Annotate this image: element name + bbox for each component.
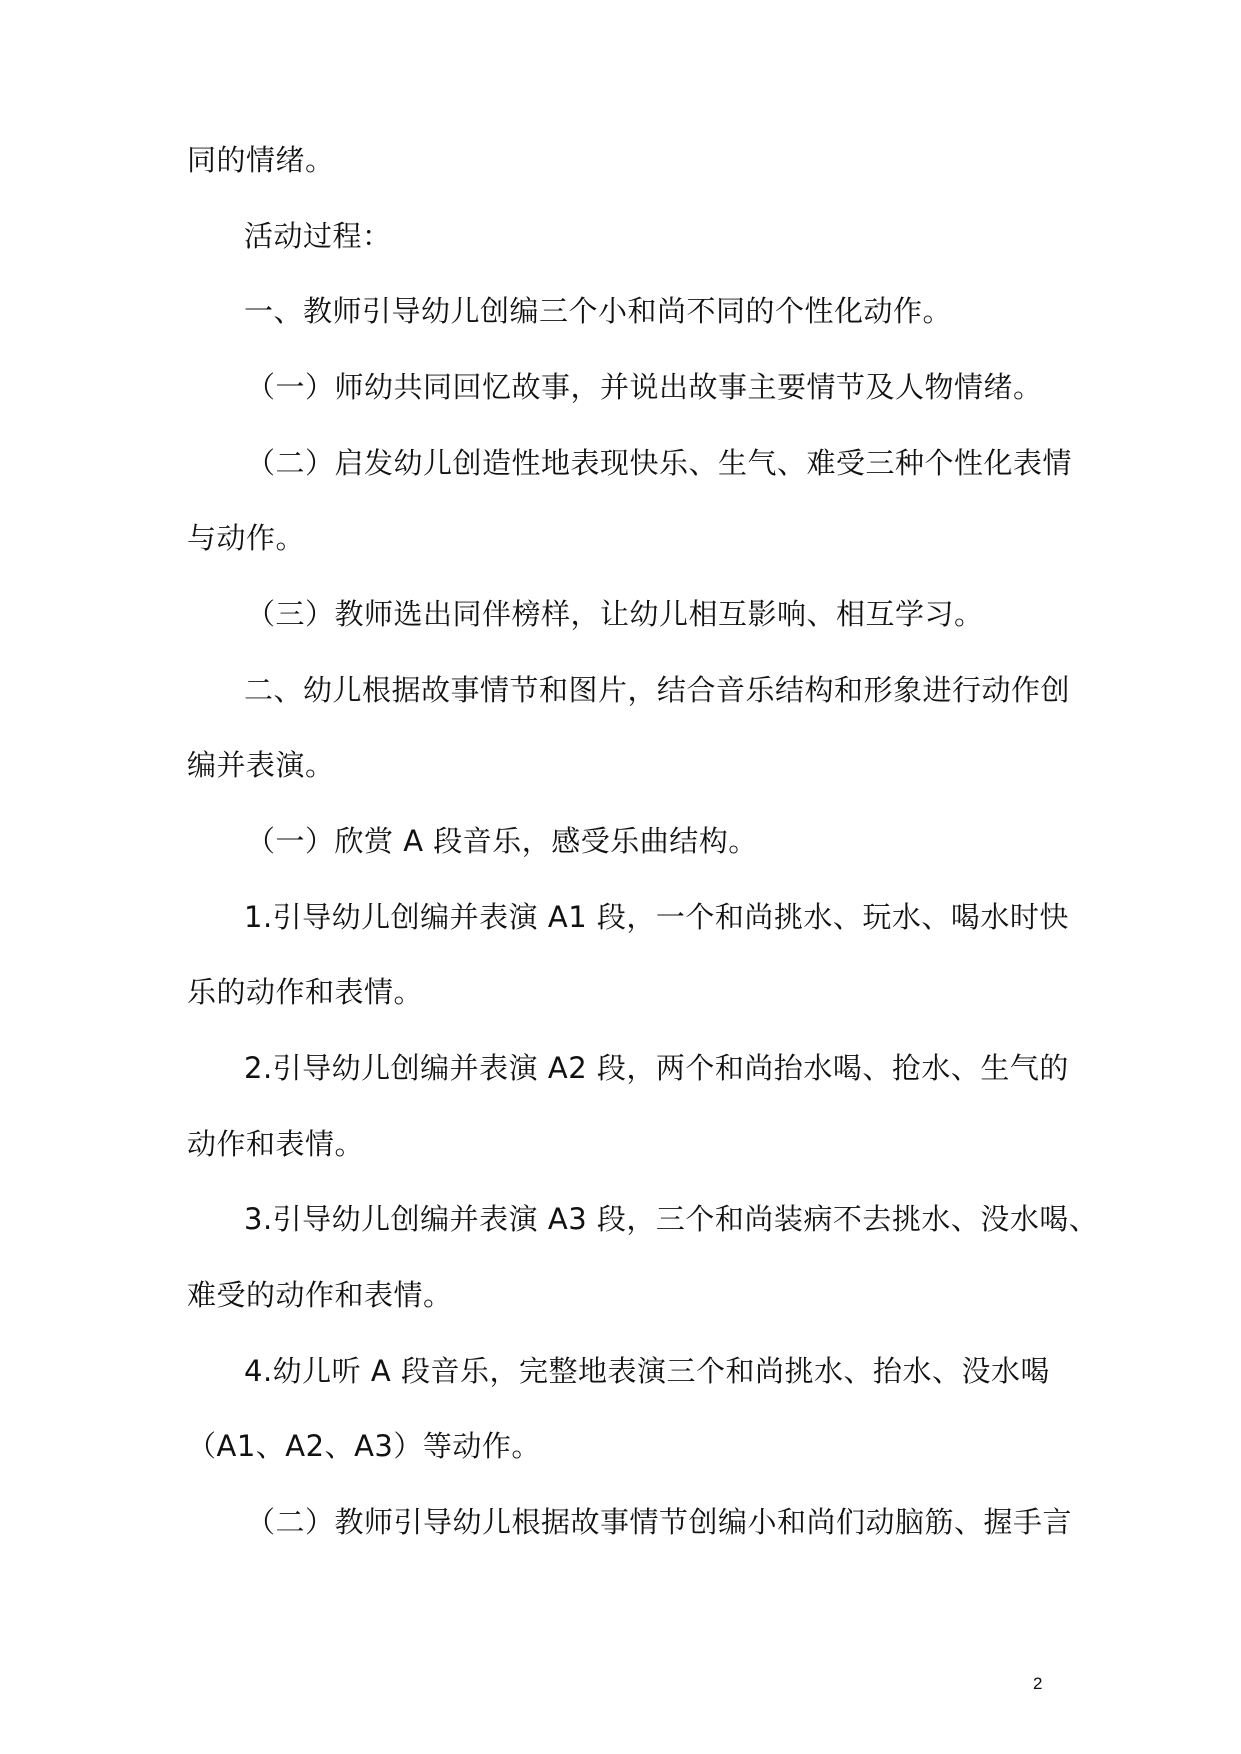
text-line-9: 编并表演。 [187, 748, 335, 782]
text-line-14: 动作和表情。 [187, 1127, 365, 1161]
text-line-16: 难受的动作和表情。 [187, 1278, 453, 1312]
text-line-12: 乐的动作和表情。 [187, 975, 424, 1009]
text-line-6: 与动作。 [187, 521, 306, 555]
text-line-15: 3.引导幼儿创编并表演 A3 段，三个和尚装病不去挑水、没水喝、 [244, 1202, 1099, 1236]
text-line-2: 活动过程： [244, 219, 392, 253]
text-line-1: 同的情绪。 [187, 143, 335, 177]
text-line-8: 二、幼儿根据故事情节和图片，结合音乐结构和形象进行动作创 [244, 673, 1071, 707]
text-line-18: （A1、A2、A3）等动作。 [187, 1429, 541, 1463]
text-line-13: 2.引导幼儿创编并表演 A2 段，两个和尚抬水喝、抢水、生气的 [244, 1051, 1069, 1085]
text-line-3: 一、教师引导幼儿创编三个小和尚不同的个性化动作。 [244, 294, 953, 328]
text-line-4: （一）师幼共同回忆故事，并说出故事主要情节及人物情绪。 [246, 370, 1043, 404]
text-line-19: （二）教师引导幼儿根据故事情节创编小和尚们动脑筋、握手言 [246, 1505, 1073, 1539]
text-line-17: 4.幼儿听 A 段音乐，完整地表演三个和尚挑水、抬水、没水喝 [244, 1354, 1050, 1388]
text-line-7: （三）教师选出同伴榜样，让幼儿相互影响、相互学习。 [246, 597, 984, 631]
page-number: 2 [1033, 1674, 1043, 1693]
text-line-10: （一）欣赏 A 段音乐，感受乐曲结构。 [246, 824, 758, 858]
text-line-5: （二）启发幼儿创造性地表现快乐、生气、难受三种个性化表情 [246, 446, 1073, 480]
text-line-11: 1.引导幼儿创编并表演 A1 段，一个和尚挑水、玩水、喝水时快 [244, 900, 1069, 934]
